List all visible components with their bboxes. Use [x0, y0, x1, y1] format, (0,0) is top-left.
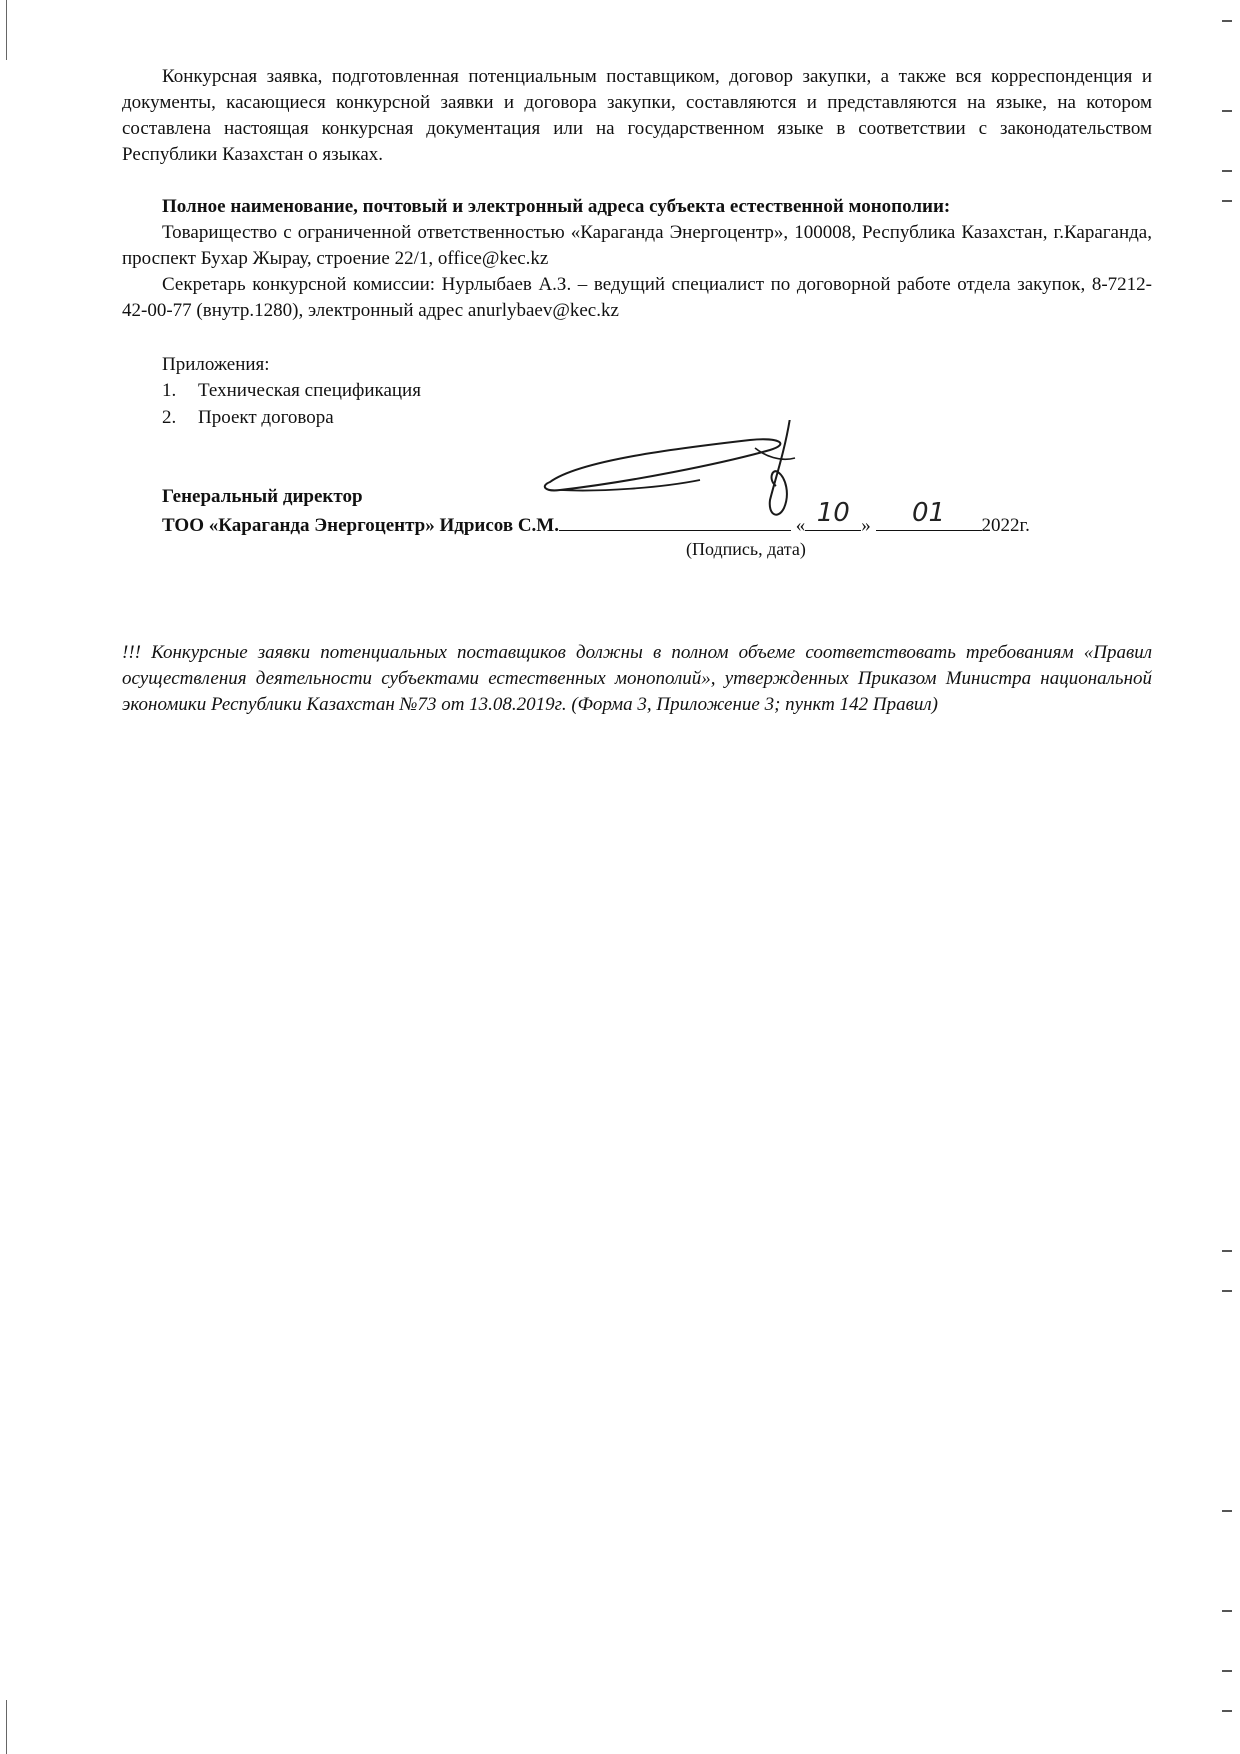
date-month-blank	[876, 498, 982, 531]
close-quote: »	[861, 515, 871, 536]
paragraph-secretary-contact: Секретарь конкурсной комиссии: Нурлыбаев А.З. – ведущий специалист по договорной работе отдела закупок, 8-7212-42-00-77 (внутр.1280), электронный адрес anurlybaev@kec.kz	[122, 274, 1152, 321]
scan-edge-line	[6, 0, 7, 60]
director-signature-line	[162, 498, 1030, 539]
paragraph-language-requirements: Конкурсная заявка, подготовленная потенциальным поставщиком, договор закупки, а также вся корреспонденция и документы, касающиеся конкурсной заявки и договора закупки, составляются и представляются на языке, на котором составлена настоящая конкурсная документация или на государственном языке в соответствии с законодательством Республики Казахстан о языках.	[122, 66, 1152, 165]
attachment-item	[162, 378, 421, 404]
scan-mark	[1222, 200, 1232, 202]
attachments-title: Приложения:	[162, 354, 270, 375]
scan-mark	[1222, 1290, 1232, 1292]
attachment-label: Техническая спецификация	[198, 380, 421, 401]
scan-mark	[1222, 170, 1232, 172]
scan-mark	[1222, 1710, 1232, 1712]
notice-paragraph: !!! Конкурсные заявки потенциальных поставщиков должны в полном объеме соответствовать требованиям «Правил осуществления деятельности субъектами естественных монополий», утвержденных Приказом Министра национальной экономики Республики Казахстан №73 от 13.08.2019г. (Форма 3, Приложение 3; пункт 142 Правил)	[122, 642, 1152, 715]
date-year: 2022г.	[981, 515, 1030, 536]
scan-mark	[1222, 1250, 1232, 1252]
scan-mark	[1222, 1670, 1232, 1672]
date-month-handwritten: 01	[911, 498, 946, 528]
scan-mark	[1222, 20, 1232, 22]
attachment-number: 2.	[162, 407, 177, 428]
attachment-item	[162, 405, 334, 431]
signature-caption: (Подпись, дата)	[686, 539, 806, 559]
director-title: Генеральный директор	[162, 486, 363, 507]
scan-mark	[1222, 110, 1232, 112]
attachment-label: Проект договора	[198, 407, 334, 428]
paragraph-company-address: Товарищество с ограниченной ответственностью «Караганда Энергоцентр», 100008, Республика Казахстан, г.Караганда, проспект Бухар Жырау, строение 22/1, office@kec.kz	[122, 222, 1152, 269]
date-day-handwritten: 10	[816, 498, 850, 528]
section-heading-address: Полное наименование, почтовый и электронный адреса субъекта естественной монополии:	[162, 196, 951, 217]
scan-edge-line	[6, 1700, 7, 1754]
signature-blank	[559, 510, 791, 531]
director-name: ТОО «Караганда Энергоцентр» Идрисов С.М.	[162, 515, 559, 536]
date-day-blank	[805, 498, 861, 531]
attachment-number: 1.	[162, 380, 177, 401]
open-quote: «	[795, 515, 806, 536]
scan-mark	[1222, 1510, 1232, 1512]
scan-mark	[1222, 1610, 1232, 1612]
